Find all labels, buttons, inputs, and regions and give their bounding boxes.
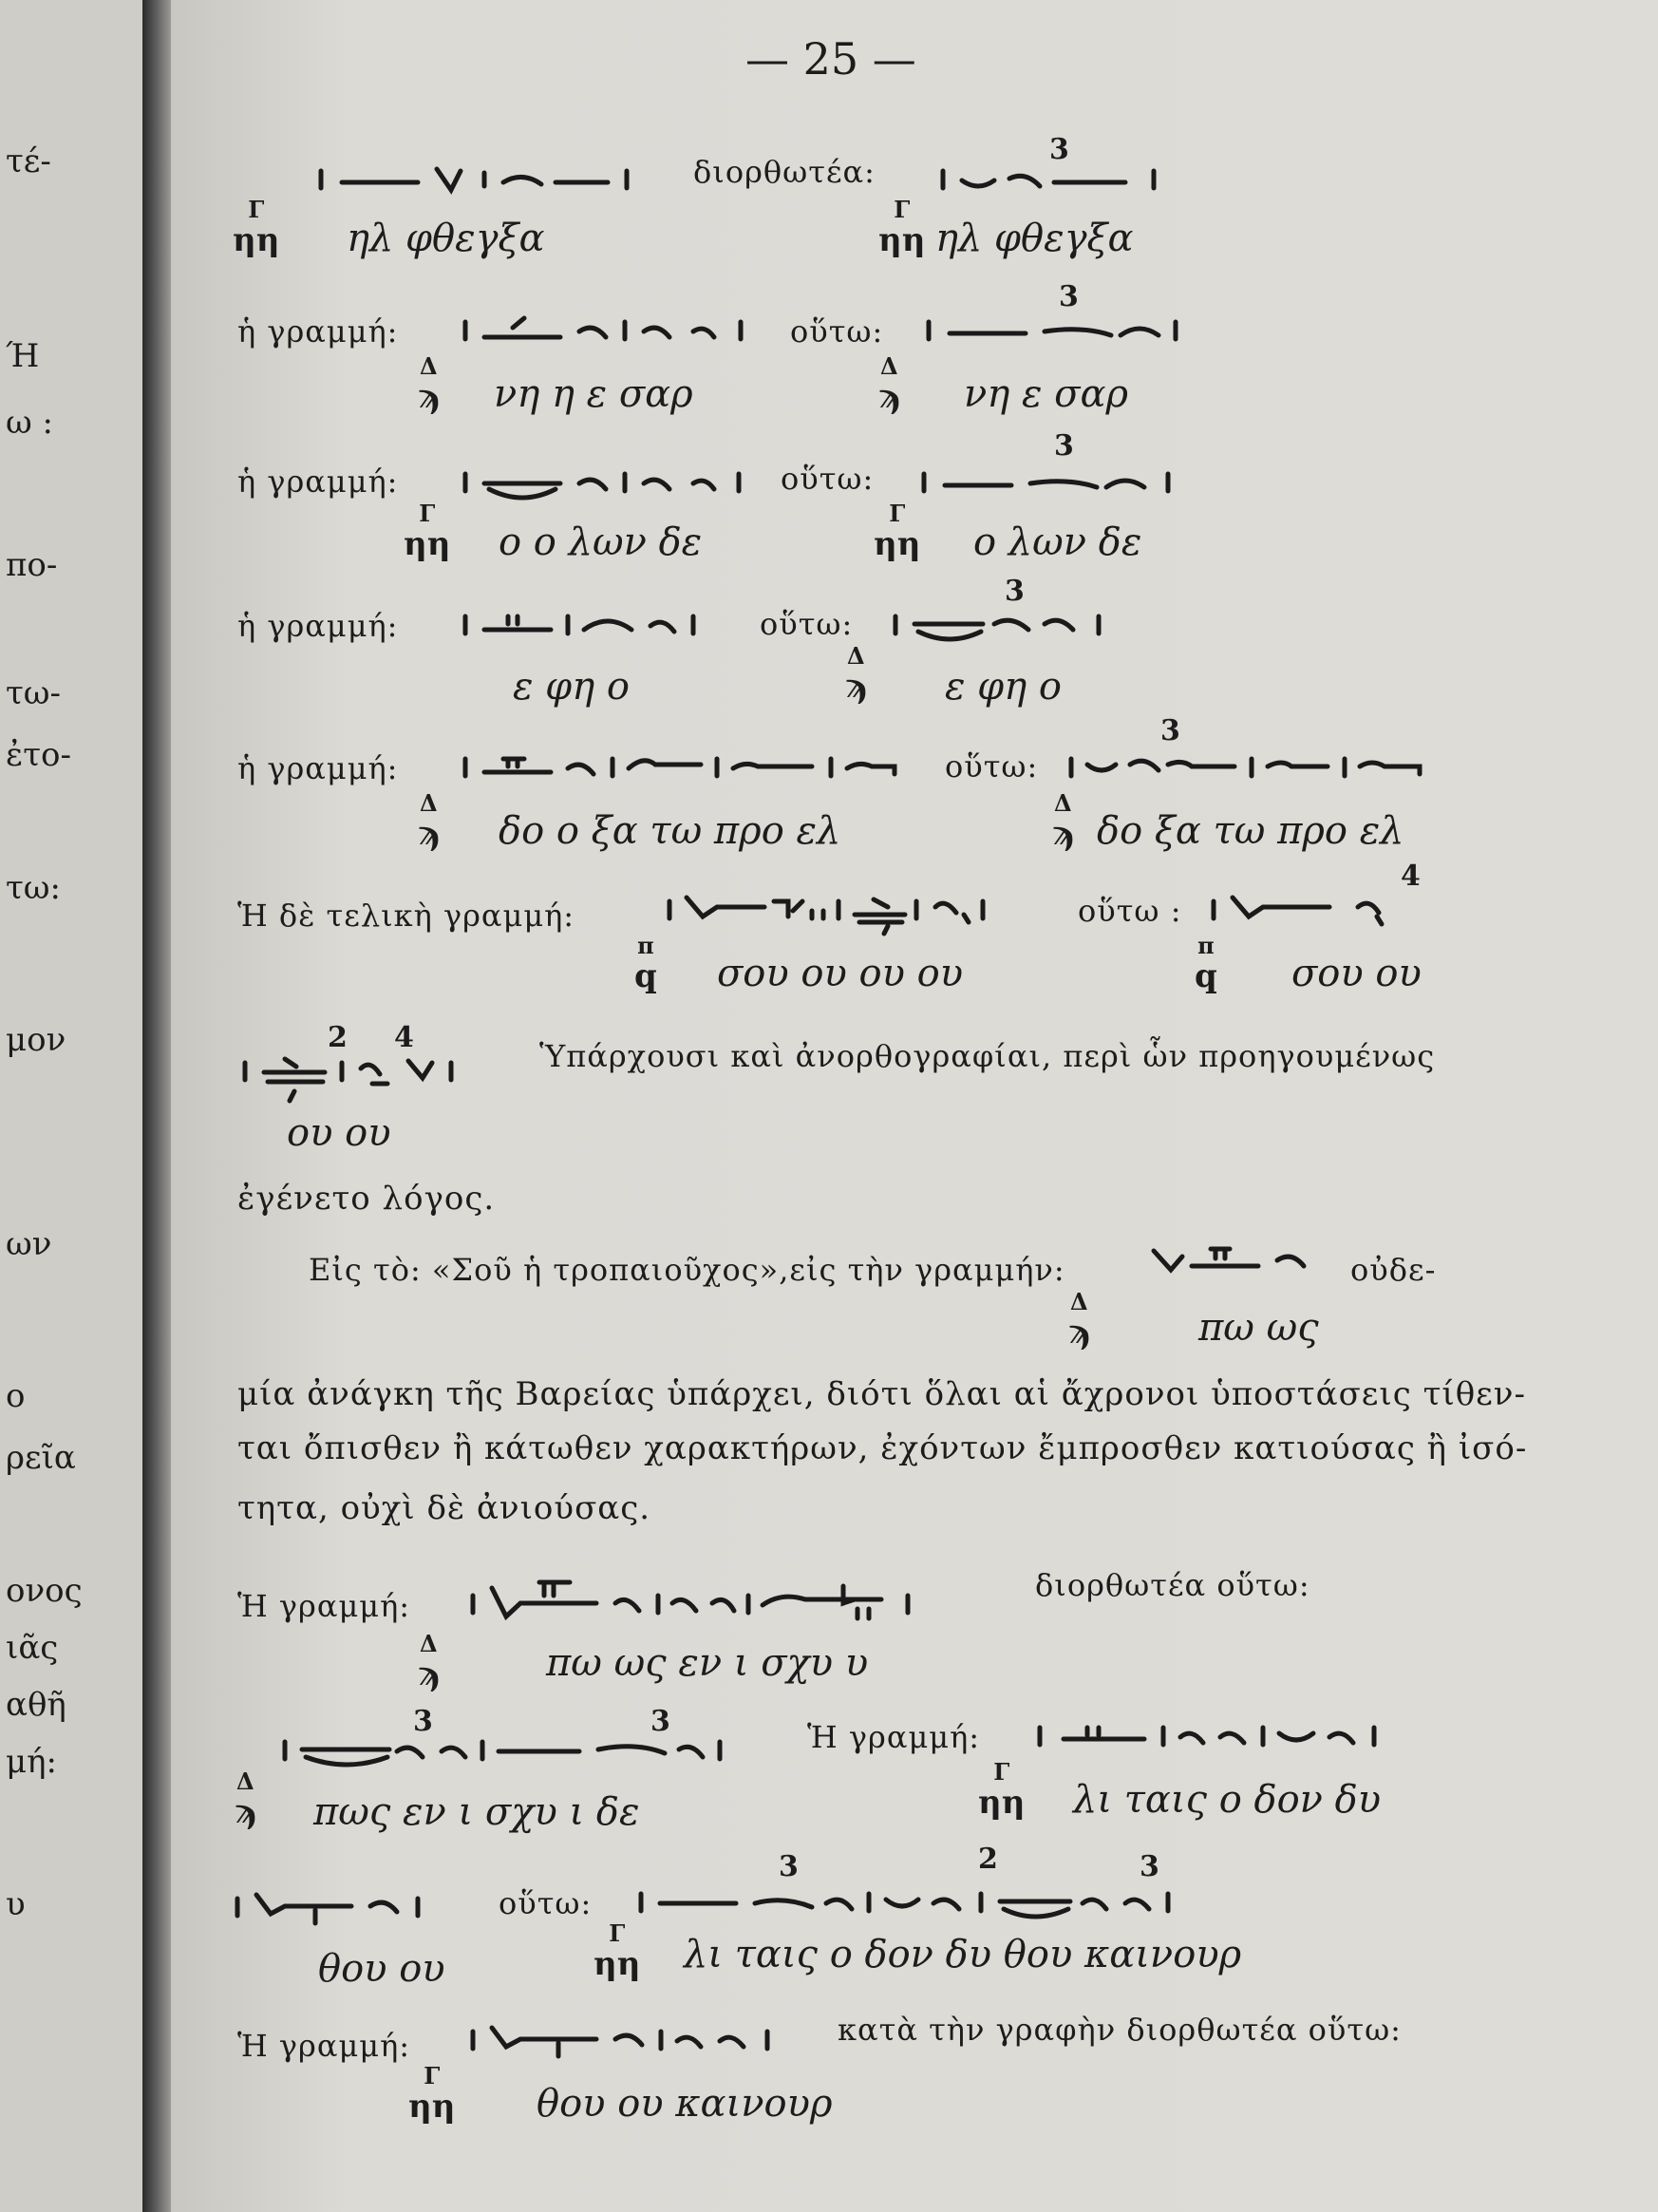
lyric-line: λι ταις ο δον δυ bbox=[1073, 1778, 1382, 1822]
margin-fragment: τέ- bbox=[6, 142, 51, 180]
signature-top: π bbox=[1197, 932, 1215, 959]
neume-group bbox=[935, 161, 1201, 199]
number-mark: 3 bbox=[413, 1705, 433, 1738]
neume-group bbox=[456, 461, 760, 508]
lyric-line: ε φη ο bbox=[513, 665, 630, 709]
margin-fragment: ονος bbox=[6, 1572, 83, 1610]
signature-top: Δ bbox=[847, 642, 865, 670]
mode-signature bbox=[978, 1757, 1026, 1822]
number-mark: 3 bbox=[1054, 429, 1074, 463]
signature-top: Δ bbox=[1070, 1288, 1088, 1315]
line-label: ἡ γραμμή: bbox=[237, 463, 399, 500]
lyric-line: πω ως εν ι σχυ υ bbox=[546, 1641, 869, 1685]
lyric-line: νη η ε σαρ bbox=[494, 372, 693, 416]
paragraph-text: τητα, οὐχὶ δὲ ἀνιούσας. bbox=[237, 1489, 651, 1527]
number-mark: 3 bbox=[1059, 280, 1079, 313]
margin-fragment: πο- bbox=[6, 546, 58, 584]
number-mark: 3 bbox=[1049, 133, 1069, 166]
margin-fragment: ἐτο- bbox=[6, 736, 72, 774]
signature-top: Γ bbox=[889, 500, 906, 527]
neume-group bbox=[275, 1729, 769, 1786]
signature-top: Γ bbox=[248, 196, 265, 223]
paragraph-text: μία ἀνάγκη τῆς Βαρείας ὑπάρχει, διότι ὅλαι αἱ ἄχρονοι ὑποστάσεις τίθεν- bbox=[237, 1375, 1526, 1413]
signature-bottom: ηη bbox=[874, 525, 921, 563]
lyric-line: πω ως bbox=[1198, 1306, 1319, 1350]
margin-fragment: Ή bbox=[6, 337, 40, 375]
lyric-line: ηλ φθεγξα bbox=[935, 217, 1134, 260]
lyric-line: θου ου καινουρ bbox=[537, 2082, 833, 2126]
lyric-line: δο ο ξα τω προ ελ bbox=[499, 809, 841, 853]
margin-fragment: υ bbox=[6, 1885, 26, 1923]
lyric-line: σου ου ου ου bbox=[717, 952, 964, 995]
paragraph-text: ται ὄπισθεν ἢ κάτωθεν χαρακτήρων, ἐχόντων ἔμπροσθεν κατιούσας ἢ ἰσό- bbox=[237, 1429, 1528, 1467]
corrected-label: διορθωτέα: bbox=[693, 154, 876, 190]
signature-bottom: ϡ bbox=[235, 1793, 256, 1831]
line-label: Ἡ γραμμή: bbox=[237, 1588, 411, 1624]
lyric-line: πως εν ι σχυ ι δε bbox=[313, 1790, 640, 1834]
neume-group bbox=[1135, 1239, 1363, 1287]
lyric-line: ε φη ο bbox=[945, 665, 1062, 709]
mode-signature bbox=[1068, 1287, 1090, 1352]
mode-signature bbox=[233, 195, 280, 259]
margin-fragment: ο bbox=[6, 1377, 26, 1415]
number-mark: 3 bbox=[1160, 714, 1180, 747]
signature-top: Γ bbox=[894, 196, 911, 223]
lyric-line: λι ταις ο δον δυ θου καινουρ bbox=[684, 1933, 1242, 1976]
number-mark: 4 bbox=[394, 1021, 414, 1054]
mode-signature bbox=[235, 1767, 256, 1831]
so-label: οὕτω: bbox=[781, 461, 875, 497]
signature-top: π bbox=[637, 932, 654, 959]
signature-bottom: ηη bbox=[404, 525, 451, 563]
neume-group bbox=[463, 2018, 824, 2075]
mode-signature bbox=[878, 351, 900, 416]
neume-group bbox=[456, 309, 769, 356]
line-label: Ἡ γραμμή: bbox=[237, 2028, 411, 2064]
signature-bottom: q bbox=[1195, 957, 1217, 995]
so-label: οὕτω: bbox=[945, 748, 1039, 785]
neume-group bbox=[456, 746, 912, 793]
signature-top: Δ bbox=[420, 352, 438, 380]
number-mark: 4 bbox=[1401, 860, 1421, 893]
signature-bottom: ηη bbox=[593, 1945, 641, 1983]
signature-top: Γ bbox=[419, 500, 436, 527]
so-label: οὕτω: bbox=[760, 606, 854, 642]
mode-signature bbox=[874, 499, 921, 563]
signature-top: Δ bbox=[420, 789, 438, 817]
neume-group bbox=[313, 161, 674, 199]
neume-group bbox=[237, 1049, 503, 1106]
mode-signature bbox=[634, 931, 657, 995]
mode-signature bbox=[418, 351, 440, 416]
mode-signature bbox=[593, 1919, 641, 1983]
neume-group bbox=[1206, 888, 1434, 945]
neume-group bbox=[463, 1567, 1014, 1634]
signature-bottom: ϡ bbox=[418, 378, 440, 416]
line-label: ἡ γραμμή: bbox=[237, 313, 399, 350]
lyric-line: ηλ φθεγξα bbox=[347, 217, 545, 260]
so-label: οὕτω: bbox=[790, 313, 884, 350]
number-mark: 2 bbox=[978, 1843, 998, 1876]
margin-fragment: αθῆ bbox=[6, 1686, 66, 1724]
margin-fragment: ιᾶς bbox=[6, 1629, 59, 1667]
neume-group bbox=[1030, 1714, 1439, 1762]
left-facing-page bbox=[0, 0, 142, 2212]
signature-bottom: q bbox=[634, 957, 657, 995]
margin-fragment: ων bbox=[6, 1225, 52, 1263]
mode-signature bbox=[845, 641, 867, 706]
page-number: — 25 — bbox=[745, 33, 916, 85]
signature-bottom: ηη bbox=[878, 221, 926, 259]
mode-signature bbox=[418, 1629, 440, 1693]
lyric-line: ο λων δε bbox=[973, 520, 1142, 564]
mode-signature bbox=[408, 2061, 456, 2126]
line-label: ἡ γραμμή: bbox=[237, 608, 399, 644]
margin-fragment: ω : bbox=[6, 404, 53, 442]
number-mark: 3 bbox=[1005, 575, 1025, 608]
signature-top: Δ bbox=[420, 1630, 438, 1657]
signature-top: Γ bbox=[993, 1758, 1010, 1786]
mode-signature bbox=[418, 788, 440, 853]
number-mark: 2 bbox=[328, 1021, 348, 1054]
margin-fragment: μή: bbox=[6, 1743, 57, 1781]
margin-fragment: τω- bbox=[6, 674, 62, 712]
signature-top: Γ bbox=[609, 1919, 626, 1947]
neume-group bbox=[921, 309, 1206, 356]
neume-group bbox=[631, 1881, 1249, 1938]
signature-bottom: ηη bbox=[408, 2088, 456, 2126]
signature-bottom: ηη bbox=[233, 221, 280, 259]
margin-fragment: τω: bbox=[6, 869, 61, 907]
paragraph-text: ἐγένετο λόγος. bbox=[237, 1180, 496, 1218]
mode-signature bbox=[1195, 931, 1217, 995]
lyric-line: ου ου bbox=[287, 1111, 391, 1155]
signature-top: Γ bbox=[424, 2062, 441, 2089]
mode-signature bbox=[404, 499, 451, 563]
mode-signature bbox=[878, 195, 926, 259]
lyric-line: θου ου bbox=[318, 1947, 445, 1991]
neume-group bbox=[1064, 746, 1443, 793]
so-label: οὕτω: bbox=[499, 1885, 593, 1921]
signature-bottom: ϡ bbox=[1068, 1314, 1090, 1352]
paragraph-text: Εἰς τὸ: «Σοῦ ἡ τροπαιοῦχος»,εἰς τὴν γραμμήν: bbox=[309, 1252, 1065, 1288]
signature-bottom: ϡ bbox=[845, 668, 867, 706]
mode-signature bbox=[1052, 788, 1074, 853]
signature-top: Δ bbox=[236, 1768, 254, 1795]
signature-bottom: ηη bbox=[978, 1784, 1026, 1822]
number-mark: 3 bbox=[1140, 1850, 1159, 1883]
neume-group bbox=[456, 603, 741, 651]
signature-top: Δ bbox=[1054, 789, 1072, 817]
signature-bottom: ϡ bbox=[418, 1655, 440, 1693]
book-gutter bbox=[142, 0, 171, 2212]
signature-bottom: ϡ bbox=[418, 815, 440, 853]
signature-bottom: ϡ bbox=[1052, 815, 1074, 853]
corrected-label: κατὰ τὴν γραφὴν διορθωτέα οὕτω: bbox=[838, 2012, 1402, 2048]
paragraph-text: οὐδε- bbox=[1350, 1252, 1437, 1288]
neume-group bbox=[916, 461, 1192, 508]
so-label: οὕτω : bbox=[1078, 893, 1182, 929]
line-label: ἡ γραμμή: bbox=[237, 750, 399, 786]
neume-group bbox=[888, 603, 1125, 660]
corrected-label: διορθωτέα οὕτω: bbox=[1035, 1567, 1310, 1603]
signature-bottom: ϡ bbox=[878, 378, 900, 416]
margin-fragment: ρεῖα bbox=[6, 1439, 76, 1477]
line-label: Ἡ δὲ τελικὴ γραμμή: bbox=[237, 898, 575, 934]
lyric-line: σου ου bbox=[1291, 952, 1422, 995]
lyric-line: δο ξα τω προ ελ bbox=[1097, 809, 1404, 853]
margin-fragment: μον bbox=[6, 1021, 66, 1059]
number-mark: 3 bbox=[779, 1850, 799, 1883]
line-label: Ἡ γραμμή: bbox=[807, 1719, 981, 1755]
neume-group bbox=[660, 888, 1049, 945]
neume-group bbox=[228, 1885, 465, 1942]
lyric-line: νη ε σαρ bbox=[964, 372, 1129, 416]
lyric-line: ο ο λων δε bbox=[499, 520, 703, 564]
number-mark: 3 bbox=[650, 1705, 670, 1738]
paragraph-text: Ὑπάρχουσι καὶ ἀνορθογραφίαι, περὶ ὧν προηγουμένως bbox=[539, 1038, 1436, 1074]
signature-top: Δ bbox=[880, 352, 898, 380]
